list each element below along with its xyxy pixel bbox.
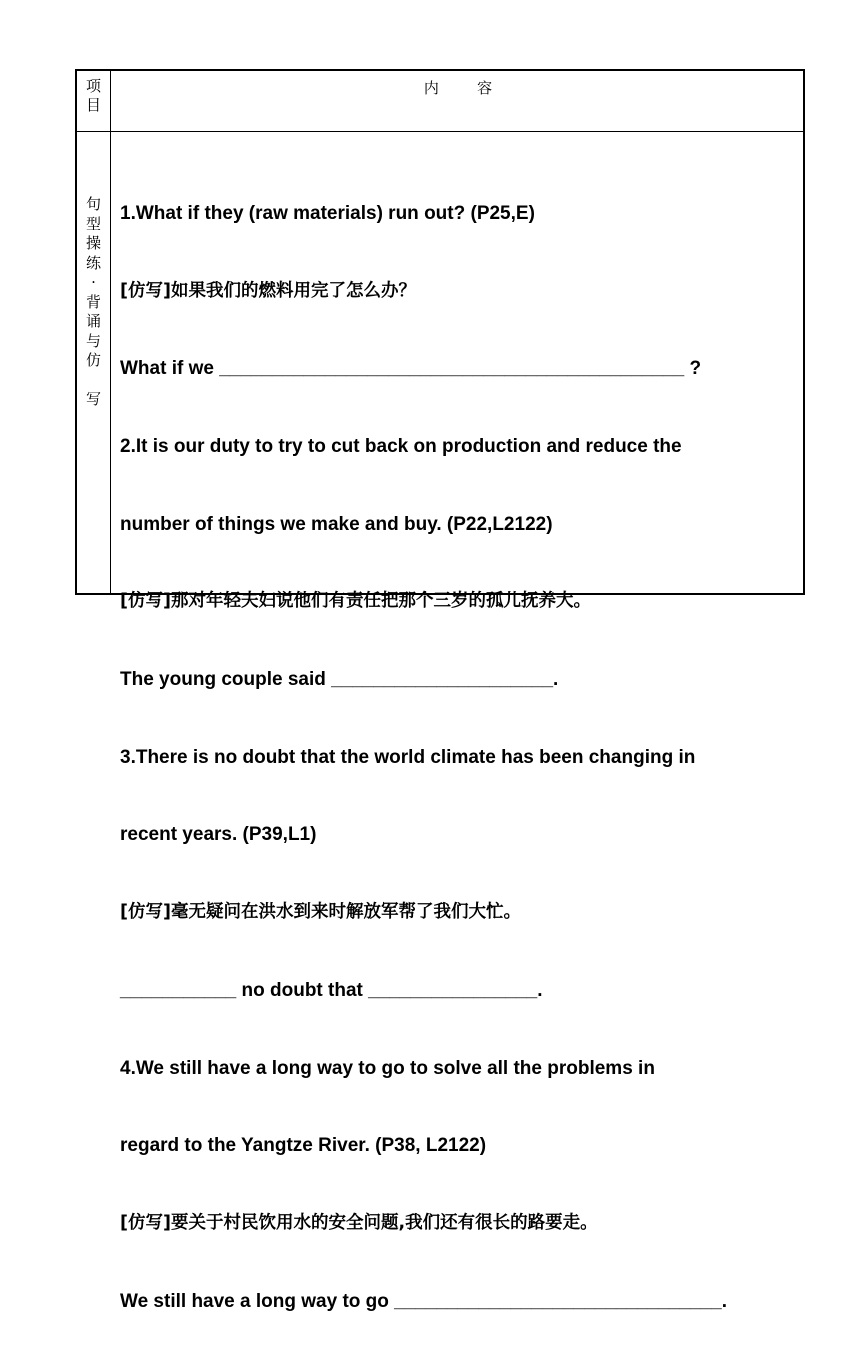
row-item-label-char: 写 bbox=[85, 390, 101, 408]
header-item-label bbox=[77, 77, 110, 115]
sentence-line: 3.There is no doubt that the world climate has been changing in bbox=[120, 746, 696, 768]
sentence-line: recent years. (P39,L1) bbox=[120, 824, 317, 846]
exercise-content bbox=[120, 149, 810, 1366]
row-item-label-char: · bbox=[91, 273, 96, 291]
row-item-label-char: 练 bbox=[85, 253, 101, 272]
row-item-label-char: 操 bbox=[85, 234, 101, 252]
header-item-label-line: 项 bbox=[85, 77, 101, 95]
imitation-prompt-line: [仿写]如果我们的燃料用完了怎么办？ bbox=[120, 280, 416, 301]
table-header-row bbox=[77, 71, 803, 132]
header-item-label-line: 目 bbox=[85, 96, 101, 114]
imitation-prompt-line: [仿写]毫无疑问在洪水到来时解放军帮了我们大忙。 bbox=[120, 902, 521, 923]
fill-blank-line: What if we ____________________________________________ ? bbox=[120, 358, 702, 380]
row-item-label-char: 背 bbox=[85, 292, 101, 311]
row-item-label-char: 型 bbox=[85, 214, 101, 233]
row-item-label bbox=[77, 195, 110, 410]
row-item-label-spacer bbox=[77, 371, 110, 391]
row-item-label-char: 仿 bbox=[85, 351, 101, 369]
header-content-label: 内 容 bbox=[423, 79, 493, 97]
fill-blank-line: ___________ no doubt that ________________. bbox=[120, 979, 543, 1001]
sentence-line: 4.We still have a long way to go to solve all the problems in bbox=[120, 1057, 655, 1079]
sentence-line: 2.It is our duty to try to cut back on production and reduce the bbox=[120, 435, 682, 457]
imitation-prompt-line: [仿写]那对年轻夫妇说他们有责任把那个三岁的孤儿抚养大。 bbox=[120, 591, 591, 612]
fill-blank-line: The young couple said _____________________. bbox=[120, 669, 559, 691]
column-divider bbox=[110, 71, 111, 593]
row-item-label-char: 与 bbox=[85, 331, 101, 350]
sentence-line: number of things we make and buy. (P22,L2122) bbox=[120, 513, 553, 535]
row-item-label-char: 诵 bbox=[85, 312, 101, 330]
fill-blank-line: We still have a long way to go _______________________________. bbox=[120, 1290, 727, 1312]
row-item-label-char: 句 bbox=[85, 195, 101, 213]
sentence-line: regard to the Yangtze River. (P38, L2122) bbox=[120, 1135, 487, 1157]
imitation-prompt-line: [仿写]要关于村民饮用水的安全问题,我们还有很长的路要走。 bbox=[120, 1212, 598, 1233]
sentence-line: 1.What if they (raw materials) run out? (P25,E) bbox=[120, 202, 535, 224]
exercise-table bbox=[75, 69, 805, 1312]
